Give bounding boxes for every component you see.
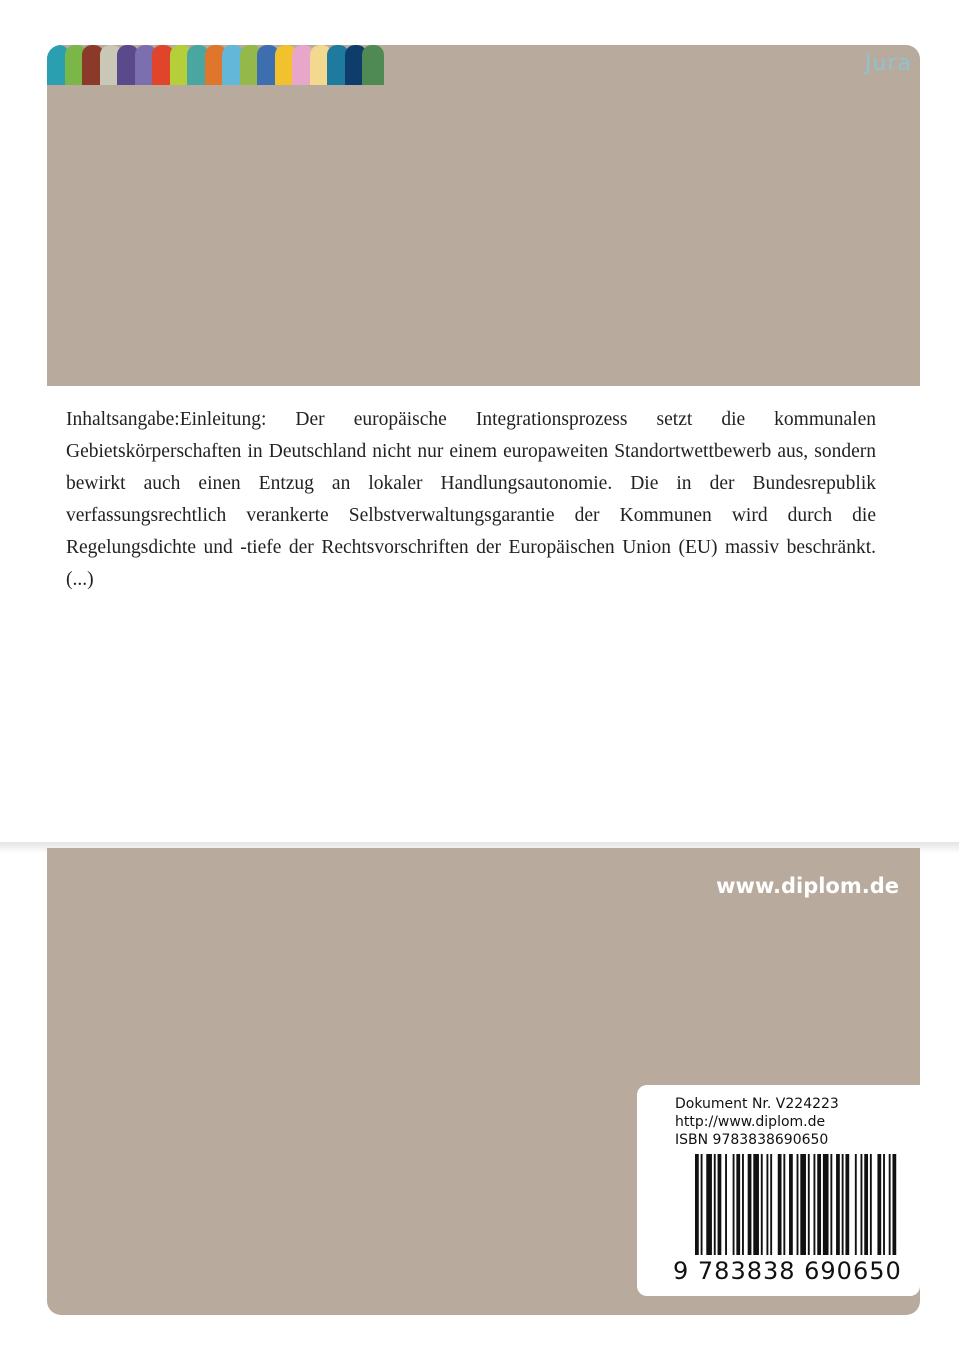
color-tab xyxy=(362,45,384,85)
category-label: Jura xyxy=(865,51,912,76)
color-tabs xyxy=(47,45,387,85)
abstract-text: Inhaltsangabe:Einleitung: Der europäische Integrationsprozess setzt die kommunalen Gebietskörperschaften in Deutschland nicht nur einem europaweiten Standortwettbewerb aus, sondern bewirkt auch einen Entzug an lokaler Handlungsautonomie. Die in der Bundesrepublik verfassungsrechtlich verankerte Selbstverwaltungsgarantie der Kommunen wird durch die Regelungsdichte und -tiefe der Rechtsvorschriften der Europäischen Union (EU) massiv beschränkt. (...) xyxy=(66,409,876,590)
isbn-label: ISBN 9783838690650 xyxy=(675,1132,829,1148)
barcode-digits: 9 783838 690650 xyxy=(673,1257,902,1285)
barcode-box xyxy=(637,1085,920,1296)
document-url: http://www.diplom.de xyxy=(675,1114,826,1130)
document-number: Dokument Nr. V224223 xyxy=(675,1096,839,1112)
top-color-block xyxy=(47,45,920,386)
website-label: www.diplom.de xyxy=(716,874,899,898)
